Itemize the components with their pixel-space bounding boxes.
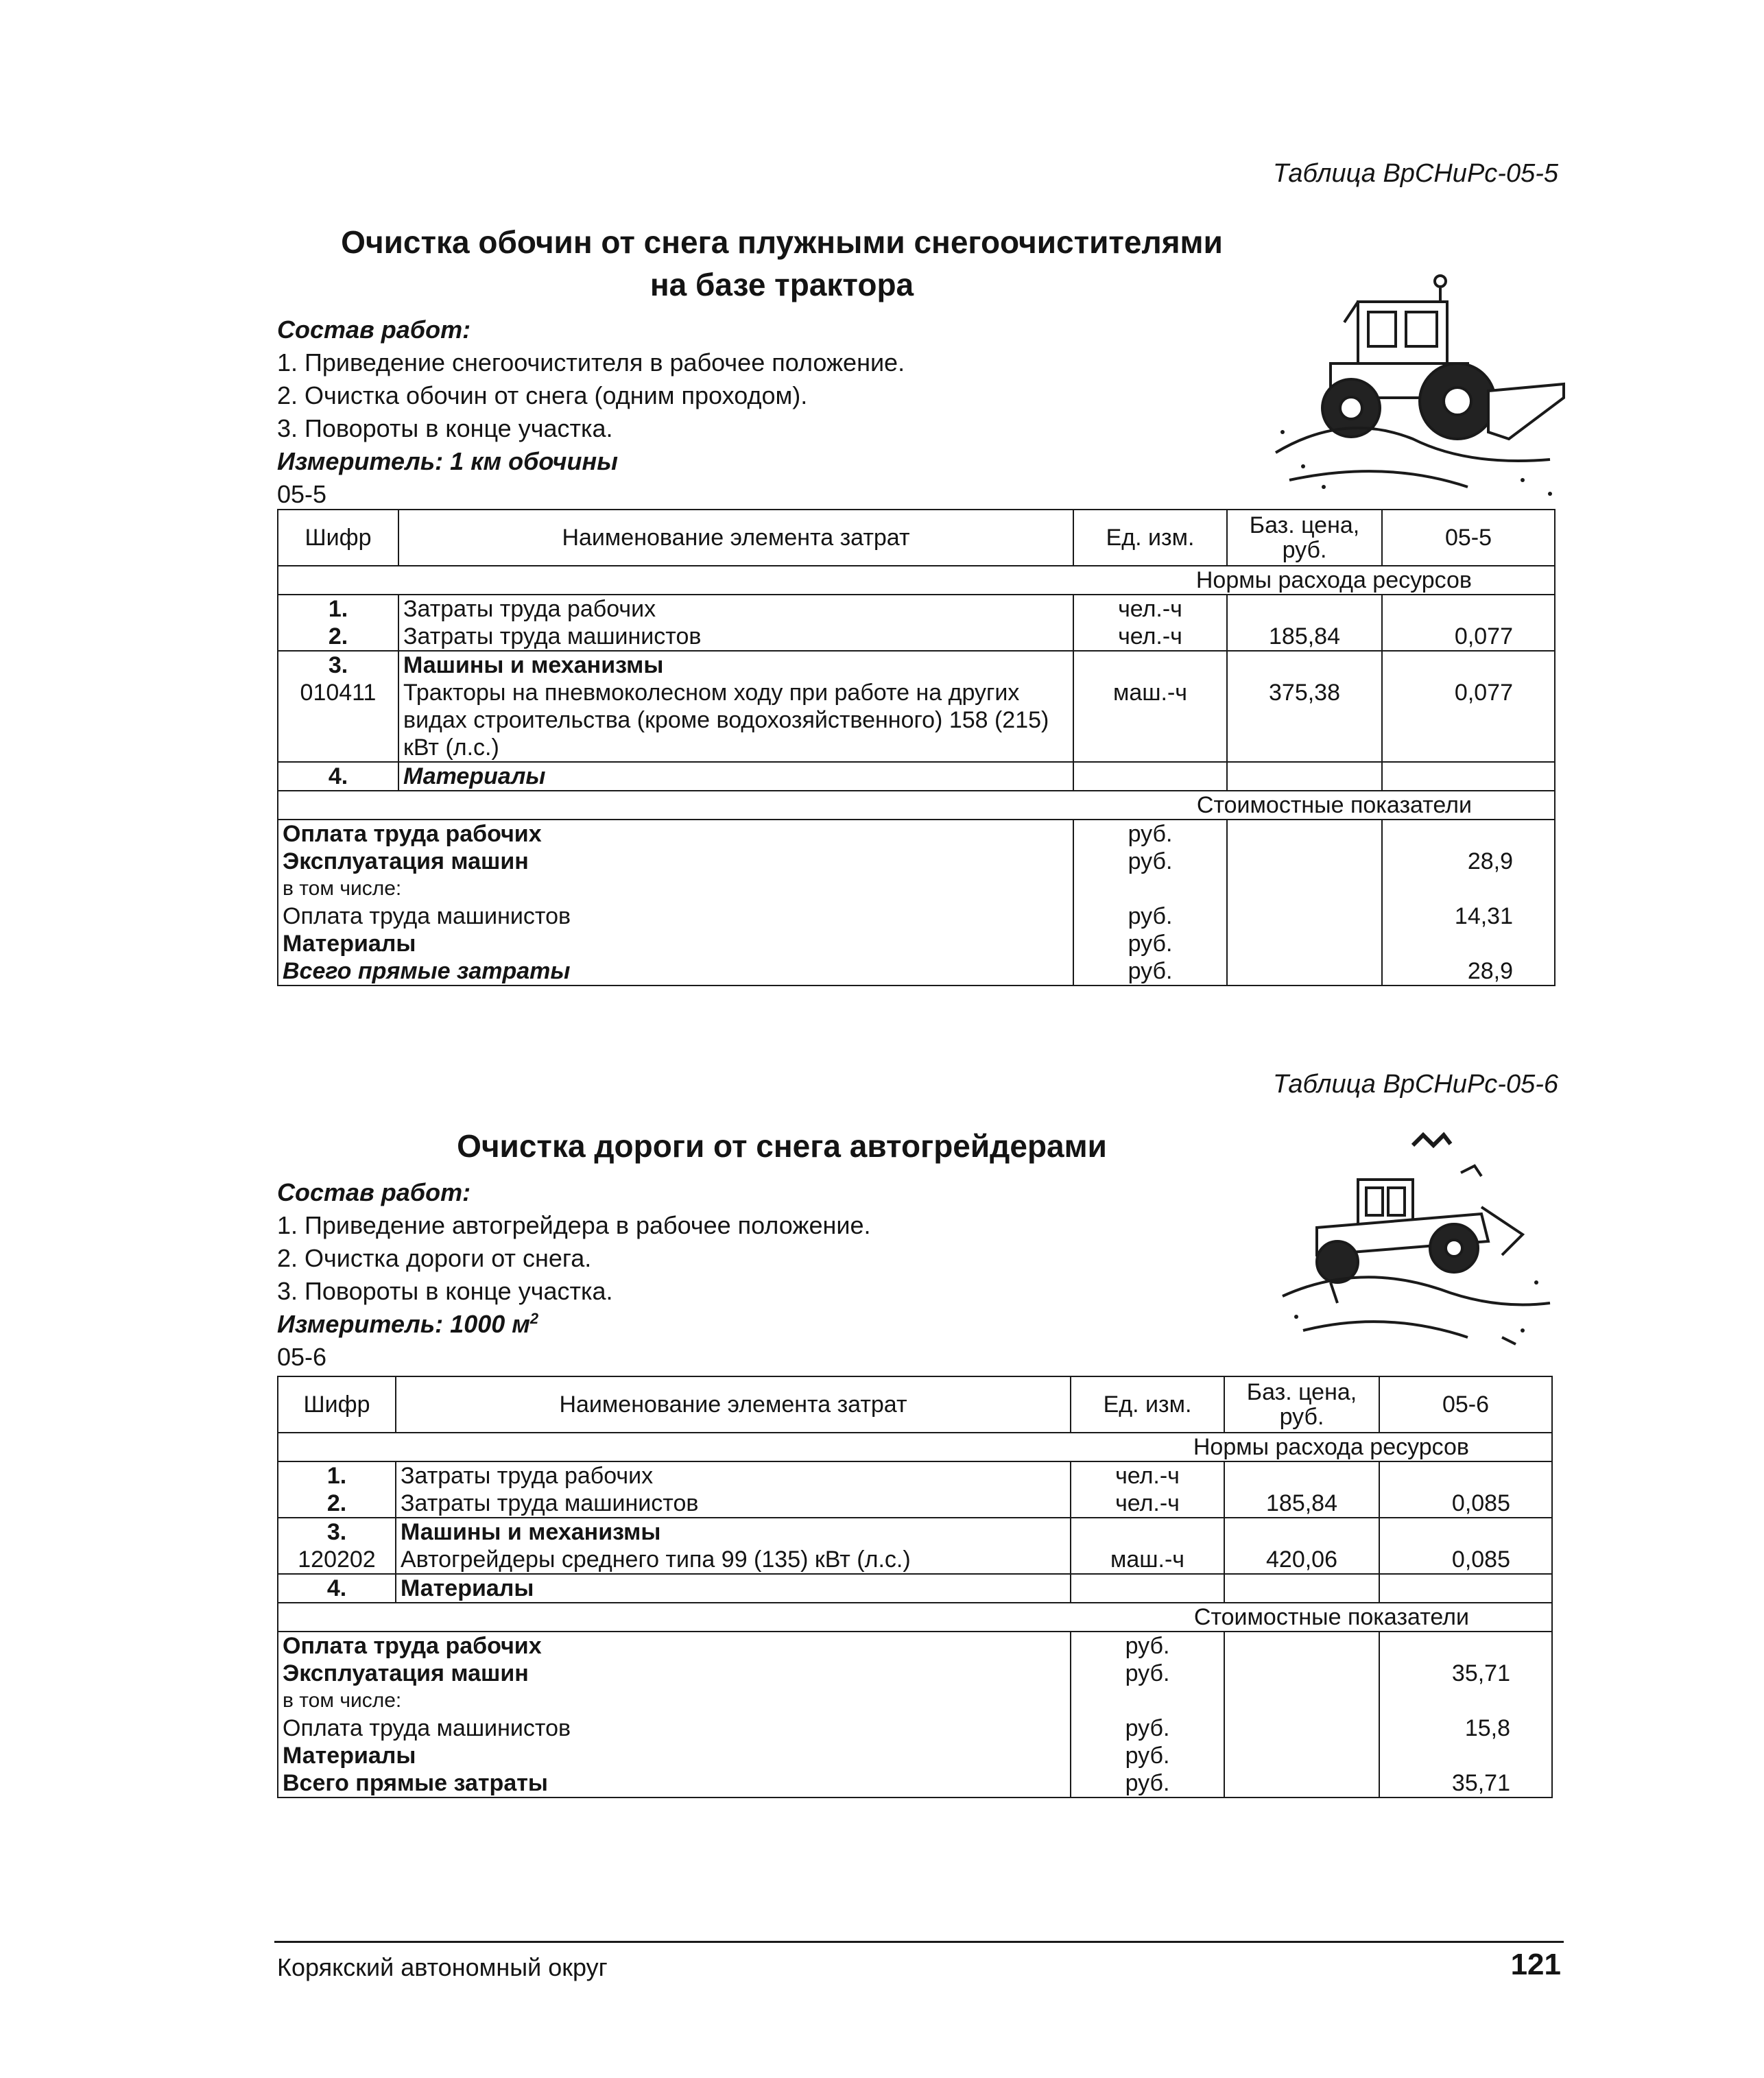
cost-price	[1224, 1660, 1379, 1687]
row-name: Затраты труда рабочих	[396, 1461, 1071, 1490]
cost-name: Всего прямые затраты	[278, 957, 1073, 986]
row-price	[1227, 762, 1382, 791]
section-title-1-line-2: на базе трактора	[649, 267, 914, 302]
row-name: Тракторы на пневмоколесном ходу при работе на других видах строительства (кроме водохозяйственного) 158 (215) кВт (л.с.)	[398, 679, 1073, 762]
cost-unit: руб.	[1071, 1715, 1224, 1742]
cost-row	[278, 1687, 1552, 1715]
cost-name: Материалы	[278, 930, 1073, 957]
table-row	[278, 1461, 1552, 1490]
cost-price	[1224, 1687, 1379, 1715]
table-row	[278, 762, 1555, 791]
norms-heading: Нормы расхода ресурсов	[278, 1433, 1552, 1461]
norms-heading: Нормы расхода ресурсов	[278, 566, 1555, 595]
row-name: Затраты труда рабочих	[398, 595, 1073, 623]
row-name: Материалы	[396, 1574, 1071, 1603]
work-item-2-1: 1. Приведение автогрейдера в рабочее положение.	[277, 1211, 871, 1239]
cost-heading-row	[278, 791, 1555, 820]
row-cipher: 3.	[278, 651, 398, 679]
table-header-row	[278, 1376, 1552, 1433]
table-row	[278, 1490, 1552, 1518]
cost-price	[1224, 1632, 1379, 1660]
cost-value	[1379, 1742, 1552, 1769]
cost-value: 28,9	[1382, 957, 1555, 986]
footer-region: Корякский автономный округ	[277, 1953, 608, 1981]
cost-price	[1224, 1769, 1379, 1798]
cost-price	[1227, 930, 1382, 957]
table-row	[278, 651, 1555, 679]
cost-row	[278, 930, 1555, 957]
row-cipher: 4.	[278, 762, 398, 791]
row-unit: чел.-ч	[1073, 595, 1227, 623]
work-item-2-3: 3. Повороты в конце участка.	[277, 1277, 613, 1305]
row-unit: маш.-ч	[1073, 679, 1227, 762]
cost-value	[1379, 1632, 1552, 1660]
section-title-1-line-1: Очистка обочин от снега плужными снегоочистителями	[341, 224, 1223, 260]
grader-illustration	[1276, 1125, 1564, 1372]
header-code: 05-6	[1379, 1376, 1552, 1433]
cost-unit: руб.	[1071, 1769, 1224, 1798]
row-cipher: 2.	[278, 1490, 396, 1518]
table-label-2: Таблица ВрСНиРс-05-6	[1272, 1070, 1558, 1099]
row-unit	[1073, 762, 1227, 791]
cost-price	[1227, 820, 1382, 848]
row-unit: чел.-ч	[1073, 623, 1227, 651]
cost-unit: руб.	[1071, 1660, 1224, 1687]
table-label-1: Таблица ВрСНиРс-05-5	[1272, 159, 1558, 188]
cost-value	[1379, 1687, 1552, 1715]
cost-heading: Стоимостные показатели	[278, 791, 1555, 820]
table-header-row	[278, 510, 1555, 566]
row-value: 0,077	[1382, 623, 1555, 651]
cost-row	[278, 1632, 1552, 1660]
cost-value	[1382, 820, 1555, 848]
row-value	[1379, 1574, 1552, 1603]
code-2: 05-6	[277, 1343, 327, 1371]
header-cipher: Шифр	[278, 510, 398, 566]
row-cipher: 2.	[278, 623, 398, 651]
row-unit: маш.-ч	[1071, 1546, 1224, 1574]
row-price	[1224, 1518, 1379, 1546]
code-1: 05-5	[277, 480, 327, 508]
header-name: Наименование элемента затрат	[398, 510, 1073, 566]
row-name: Автогрейдеры среднего типа 99 (135) кВт (л.с.)	[396, 1546, 1071, 1574]
row-cipher: 120202	[278, 1546, 396, 1574]
composition-heading-2: Состав работ:	[277, 1178, 471, 1206]
header-code: 05-5	[1382, 510, 1555, 566]
work-item-1-2: 2. Очистка обочин от снега (одним проходом).	[277, 381, 808, 409]
cost-unit	[1073, 875, 1227, 903]
cost-name: Оплата труда рабочих	[278, 820, 1073, 848]
row-value: 0,085	[1379, 1490, 1552, 1518]
cost-row	[278, 957, 1555, 986]
row-name: Затраты труда машинистов	[398, 623, 1073, 651]
cost-value: 15,8	[1379, 1715, 1552, 1742]
cost-value	[1382, 875, 1555, 903]
table-row	[278, 679, 1555, 762]
cost-row	[278, 848, 1555, 875]
cost-row	[278, 1660, 1552, 1687]
section-title-2	[274, 1125, 1289, 1167]
cost-value: 35,71	[1379, 1769, 1552, 1798]
cost-row	[278, 820, 1555, 848]
footer-divider	[274, 1941, 1564, 1943]
cost-heading: Стоимостные показатели	[278, 1603, 1552, 1632]
section-title-1	[274, 221, 1289, 306]
measure-2-text: Измеритель: 1000 м	[277, 1310, 530, 1338]
cost-price	[1227, 903, 1382, 930]
header-cipher: Шифр	[278, 1376, 396, 1433]
cost-value	[1382, 930, 1555, 957]
cost-unit: руб.	[1073, 820, 1227, 848]
cost-value: 14,31	[1382, 903, 1555, 930]
row-price: 375,38	[1227, 679, 1382, 762]
row-name: Машины и механизмы	[396, 1518, 1071, 1546]
cost-price	[1227, 875, 1382, 903]
cost-name: Оплата труда машинистов	[278, 1715, 1071, 1742]
cost-name: Эксплуатация машин	[278, 848, 1073, 875]
norms-table-2	[277, 1376, 1553, 1798]
row-unit: чел.-ч	[1071, 1461, 1224, 1490]
cost-name: в том числе:	[278, 875, 1073, 903]
row-value	[1382, 651, 1555, 679]
tractor-plow-illustration	[1262, 261, 1577, 507]
cost-unit: руб.	[1073, 903, 1227, 930]
row-cipher: 1.	[278, 595, 398, 623]
cost-row	[278, 903, 1555, 930]
table-row	[278, 1546, 1552, 1574]
row-cipher: 4.	[278, 1574, 396, 1603]
norms-heading-row	[278, 1433, 1552, 1461]
row-value	[1382, 762, 1555, 791]
cost-price	[1227, 848, 1382, 875]
cost-name: Эксплуатация машин	[278, 1660, 1071, 1687]
row-name: Машины и механизмы	[398, 651, 1073, 679]
row-price: 420,06	[1224, 1546, 1379, 1574]
norms-table-1	[277, 509, 1556, 986]
row-cipher: 010411	[278, 679, 398, 762]
cost-row	[278, 1742, 1552, 1769]
header-unit: Ед. изм.	[1073, 510, 1227, 566]
row-price	[1224, 1574, 1379, 1603]
cost-name: Материалы	[278, 1742, 1071, 1769]
cost-price	[1224, 1742, 1379, 1769]
cost-name: Всего прямые затраты	[278, 1769, 1071, 1798]
section-title-2-line-1: Очистка дороги от снега автогрейдерами	[457, 1128, 1107, 1164]
row-value	[1379, 1461, 1552, 1490]
row-name: Материалы	[398, 762, 1073, 791]
cost-row	[278, 875, 1555, 903]
measure-1: Измеритель: 1 км обочины	[277, 447, 619, 475]
row-unit: чел.-ч	[1071, 1490, 1224, 1518]
composition-heading-1: Состав работ:	[277, 315, 471, 344]
cost-price	[1224, 1715, 1379, 1742]
row-price: 185,84	[1227, 623, 1382, 651]
cost-name: Оплата труда машинистов	[278, 903, 1073, 930]
cost-unit	[1071, 1687, 1224, 1715]
row-price	[1227, 651, 1382, 679]
row-price	[1227, 595, 1382, 623]
cost-price	[1227, 957, 1382, 986]
cost-name: Оплата труда рабочих	[278, 1632, 1071, 1660]
row-unit	[1071, 1518, 1224, 1546]
work-item-1-3: 3. Повороты в конце участка.	[277, 414, 613, 442]
row-value: 0,085	[1379, 1546, 1552, 1574]
cost-unit: руб.	[1071, 1632, 1224, 1660]
cost-unit: руб.	[1073, 848, 1227, 875]
cost-value: 35,71	[1379, 1660, 1552, 1687]
row-cipher: 3.	[278, 1518, 396, 1546]
row-price: 185,84	[1224, 1490, 1379, 1518]
header-unit: Ед. изм.	[1071, 1376, 1224, 1433]
cost-heading-row	[278, 1603, 1552, 1632]
cost-unit: руб.	[1073, 957, 1227, 986]
row-value: 0,077	[1382, 679, 1555, 762]
work-item-2-2: 2. Очистка дороги от снега.	[277, 1244, 592, 1272]
norms-heading-row	[278, 566, 1555, 595]
table-row	[278, 1574, 1552, 1603]
cost-row	[278, 1769, 1552, 1798]
row-value	[1379, 1518, 1552, 1546]
measure-2-superscript: 2	[529, 1310, 539, 1327]
cost-name: в том числе:	[278, 1687, 1071, 1715]
cost-row	[278, 1715, 1552, 1742]
row-name: Затраты труда машинистов	[396, 1490, 1071, 1518]
cost-unit: руб.	[1073, 930, 1227, 957]
cost-unit: руб.	[1071, 1742, 1224, 1769]
page-number: 121	[1510, 1948, 1561, 1981]
row-unit	[1071, 1574, 1224, 1603]
header-price: Баз. цена, руб.	[1224, 1376, 1379, 1433]
row-value	[1382, 595, 1555, 623]
row-price	[1224, 1461, 1379, 1490]
measure-2	[277, 1310, 538, 1339]
row-unit	[1073, 651, 1227, 679]
header-price: Баз. цена, руб.	[1227, 510, 1382, 566]
table-row	[278, 623, 1555, 651]
table-row	[278, 1518, 1552, 1546]
row-cipher: 1.	[278, 1461, 396, 1490]
cost-value: 28,9	[1382, 848, 1555, 875]
work-item-1-1: 1. Приведение снегоочистителя в рабочее положение.	[277, 348, 905, 377]
header-name: Наименование элемента затрат	[396, 1376, 1071, 1433]
table-row	[278, 595, 1555, 623]
